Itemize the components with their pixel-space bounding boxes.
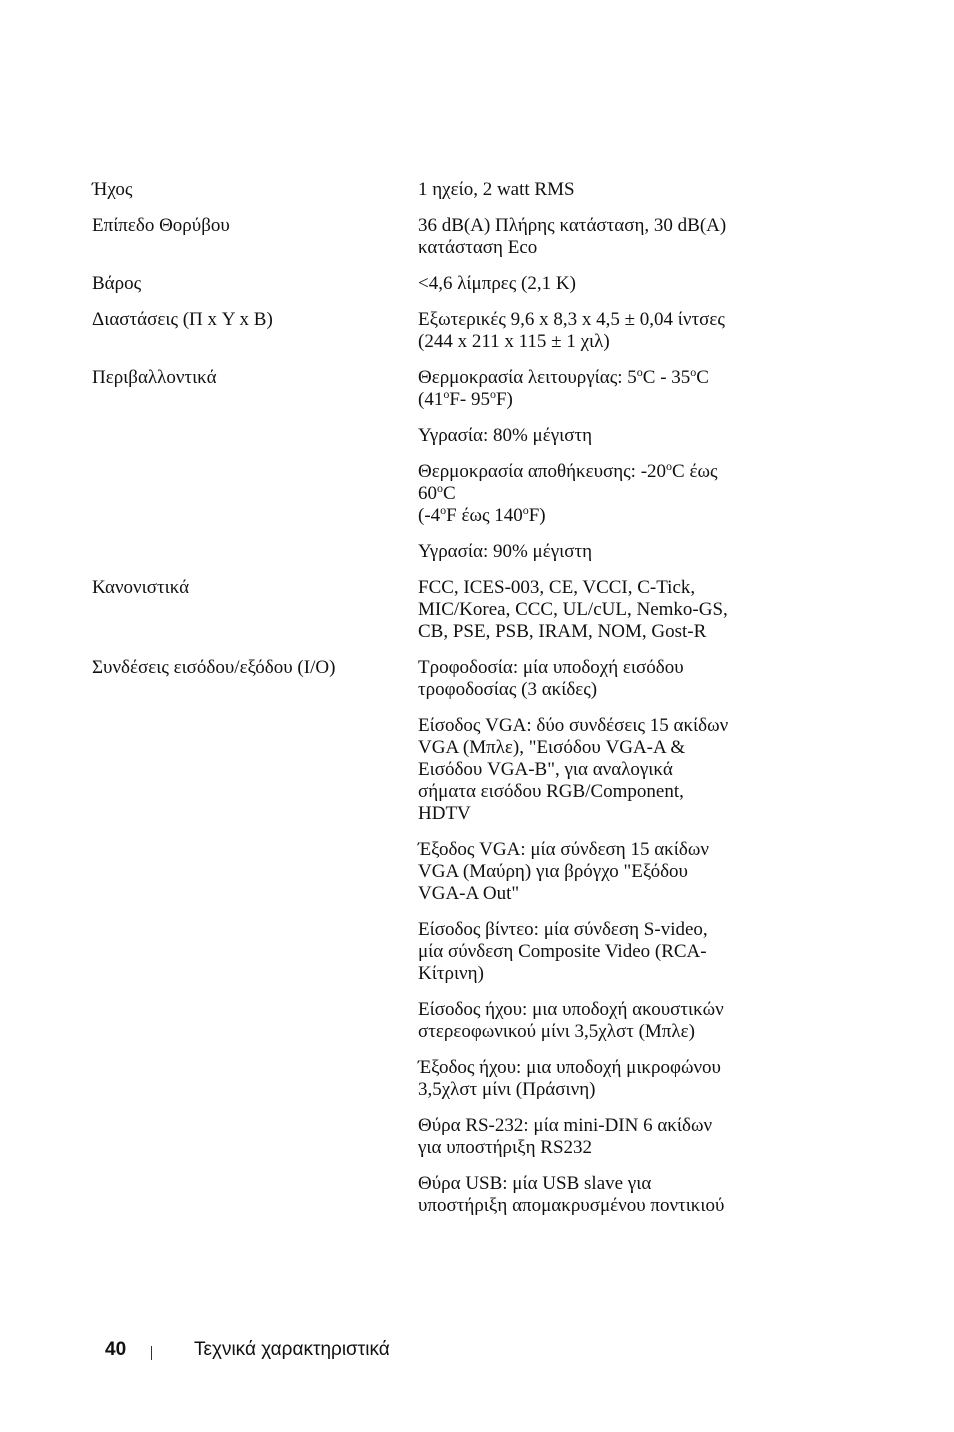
spec-row — [92, 273, 792, 309]
spec-value-line: Θερμοκρασία αποθήκευσης: -20$^o$C έως — [418, 459, 718, 482]
spec-value-line: Υγρασία: 90% μέγιστη — [418, 541, 593, 562]
spec-value-line: στερεοφωνικού μίνι 3,5χλστ (Μπλε) — [418, 1021, 695, 1042]
spec-value-line: VGA-A Out" — [418, 883, 520, 904]
spec-value — [418, 1057, 792, 1101]
spec-value-line: Εισόδου VGA-B", για αναλογικά — [418, 759, 673, 780]
footer-divider — [151, 1346, 152, 1360]
spec-value-line: κατάσταση Eco — [418, 237, 538, 258]
spec-value-line: Έξοδος VGA: μία σύνδεση 15 ακίδων — [418, 839, 709, 860]
spec-value — [418, 839, 792, 905]
spec-value — [418, 273, 792, 295]
spec-row — [92, 179, 792, 215]
spec-value-line: 1 ηχείο, 2 watt RMS — [418, 179, 575, 200]
spec-value — [418, 657, 792, 701]
spec-row — [92, 215, 792, 273]
spec-value-line: Θύρα USB: μία USB slave για — [418, 1173, 652, 1194]
spec-value — [418, 215, 792, 259]
spec-value — [418, 919, 792, 985]
spec-value-line: 60$^o$C — [418, 481, 456, 504]
spec-value-line: σήματα εισόδου RGB/Component, — [418, 781, 684, 802]
page-footer — [105, 1337, 390, 1363]
spec-value-line: υποστήριξη απομακρυσμένου ποντικιού — [418, 1195, 725, 1216]
spec-value-line: 3,5χλστ μίνι (Πράσινη) — [418, 1079, 596, 1100]
spec-value-line: Υγρασία: 80% μέγιστη — [418, 425, 593, 446]
spec-label: Ήχος — [92, 179, 133, 200]
spec-values — [418, 367, 792, 577]
spec-value — [418, 715, 792, 825]
spec-value — [418, 1115, 792, 1159]
spec-value — [418, 367, 792, 411]
spec-value-line: Τροφοδοσία: μία υποδοχή εισόδου — [418, 657, 684, 678]
spec-table — [92, 179, 792, 1231]
footer-section-title: Τεχνικά χαρακτηριστικά — [194, 1339, 390, 1360]
spec-value-line: (-4$^o$F έως 140$^o$F) — [418, 503, 546, 526]
spec-label: Βάρος — [92, 273, 142, 294]
spec-values — [418, 273, 792, 309]
spec-value — [418, 577, 792, 643]
spec-values — [418, 179, 792, 215]
spec-label: Συνδέσεις εισόδου/εξόδου (I/O) — [92, 657, 336, 678]
spec-value-line: τροφοδοσίας (3 ακίδες) — [418, 679, 598, 700]
spec-values — [418, 577, 792, 657]
spec-value-line: VGA (Μπλε), "Εισόδου VGA-A & — [418, 737, 686, 758]
spec-values — [418, 309, 792, 367]
spec-value — [418, 425, 792, 447]
page-number: 40 — [105, 1339, 127, 1360]
spec-value-line: HDTV — [418, 803, 471, 824]
spec-row — [92, 577, 792, 657]
spec-label: Επίπεδο Θορύβου — [92, 215, 230, 236]
spec-value-line: (41$^o$F- 95$^o$F) — [418, 387, 513, 410]
spec-value — [418, 179, 792, 201]
spec-values — [418, 657, 792, 1231]
spec-row — [92, 309, 792, 367]
spec-values — [418, 215, 792, 273]
spec-value-line: Έξοδος ήχου: μια υποδοχή μικροφώνου — [418, 1057, 721, 1078]
spec-value-line: μία σύνδεση Composite Video (RCA- — [418, 941, 707, 962]
spec-value — [418, 309, 792, 353]
spec-value-line: CB, PSE, PSB, IRAM, NOM, Gost-R — [418, 621, 707, 642]
spec-value-line: Εξωτερικές 9,6 x 8,3 x 4,5 ± 0,04 ίντσες — [418, 309, 725, 330]
spec-value — [418, 461, 792, 527]
spec-label: Περιβαλλοντικά — [92, 367, 217, 388]
spec-value — [418, 541, 792, 563]
spec-value-line: VGA (Μαύρη) για βρόγχο "Εξόδου — [418, 861, 688, 882]
spec-value-line: Είσοδος VGA: δύο συνδέσεις 15 ακίδων — [418, 715, 729, 736]
spec-value-line: Θύρα RS-232: μία mini-DIN 6 ακίδων — [418, 1115, 713, 1136]
spec-row — [92, 657, 792, 1231]
spec-value-line: Είσοδος ήχου: μια υποδοχή ακουστικών — [418, 999, 724, 1020]
spec-value-line: Είσοδος βίντεο: μία σύνδεση S-video, — [418, 919, 708, 940]
spec-value — [418, 999, 792, 1043]
spec-value-line: <4,6 λίμπρες (2,1 K) — [418, 273, 576, 294]
spec-row — [92, 367, 792, 577]
spec-value-line: για υποστήριξη RS232 — [418, 1137, 593, 1158]
spec-value-line: MIC/Korea, CCC, UL/cUL, Nemko-GS, — [418, 599, 728, 620]
spec-label: Διαστάσεις (Π x Υ x Β) — [92, 309, 273, 330]
spec-value-line: 36 dB(A) Πλήρης κατάσταση, 30 dB(A) — [418, 215, 727, 236]
spec-value-line: FCC, ICES-003, CE, VCCI, C-Tick, — [418, 577, 696, 598]
spec-label: Κανονιστικά — [92, 577, 190, 598]
spec-value — [418, 1173, 792, 1217]
spec-value-line: (244 x 211 x 115 ± 1 χιλ) — [418, 331, 610, 352]
spec-value-line: Κίτρινη) — [418, 963, 484, 984]
spec-value-line: Θερμοκρασία λειτουργίας: 5$^o$C - 35$^o$C — [418, 365, 709, 388]
